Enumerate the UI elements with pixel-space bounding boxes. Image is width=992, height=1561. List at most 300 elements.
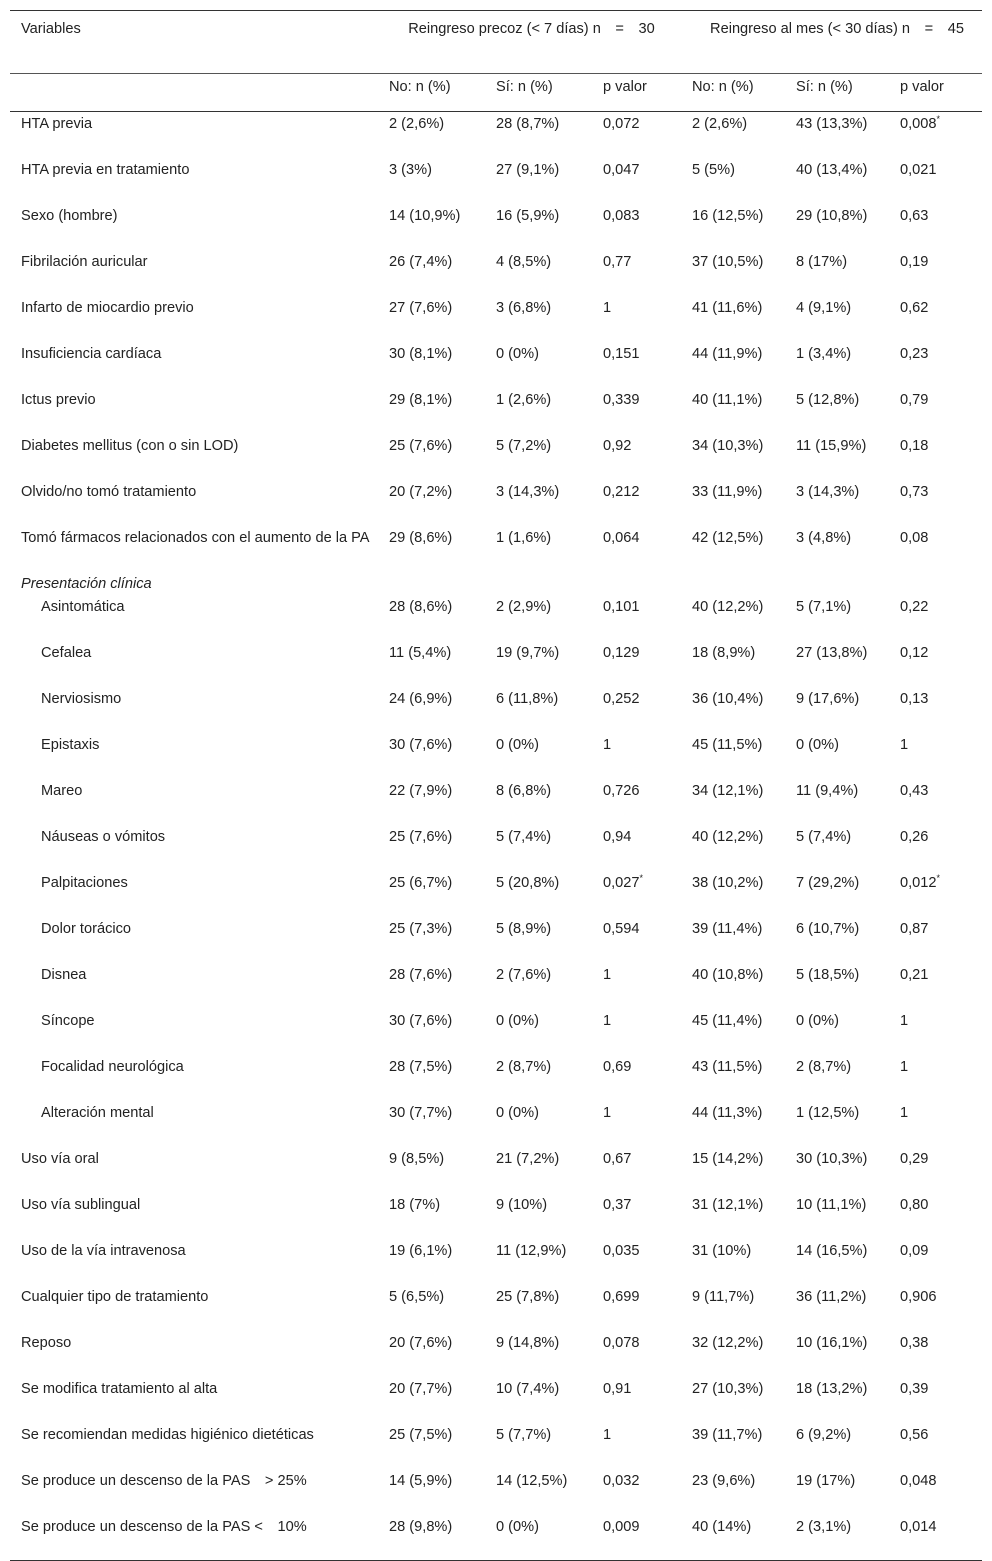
row-label: Insuficiencia cardíaca bbox=[21, 346, 162, 362]
cell-si7 bbox=[496, 1055, 603, 1101]
cell-value: 28 (8,6%) bbox=[389, 599, 453, 615]
cell-value: 0,37 bbox=[603, 1197, 632, 1213]
cell-si7 bbox=[496, 917, 603, 963]
table-row bbox=[10, 158, 982, 204]
cell-si7 bbox=[496, 1331, 603, 1377]
cell-si30 bbox=[796, 434, 900, 480]
cell-value: 3 (14,3%) bbox=[496, 484, 560, 500]
cell-value: 45 (11,4%) bbox=[692, 1013, 763, 1029]
cell-p7 bbox=[603, 917, 692, 963]
cell-si7 bbox=[496, 1515, 603, 1561]
cell-value: 0,339 bbox=[603, 392, 640, 408]
cell-value: 20 (7,7%) bbox=[389, 1381, 453, 1397]
cell-value: 16 (5,9%) bbox=[496, 208, 560, 224]
header-group-month-readmission bbox=[692, 11, 982, 74]
cell-si7 bbox=[496, 1009, 603, 1055]
row-label: Disnea bbox=[41, 967, 87, 983]
row-label: Uso vía sublingual bbox=[21, 1197, 141, 1213]
cell-value: 9 (14,8%) bbox=[496, 1335, 560, 1351]
cell-no7 bbox=[389, 1193, 496, 1239]
cell-si7 bbox=[496, 733, 603, 779]
cell-si30 bbox=[796, 1515, 900, 1561]
cell-value: 1 bbox=[603, 1427, 612, 1443]
cell-value: 27 (10,3%) bbox=[692, 1381, 764, 1397]
cell-value: 2 (2,6%) bbox=[389, 116, 445, 132]
row-label: Nerviosismo bbox=[41, 691, 122, 707]
table-row bbox=[10, 1147, 982, 1193]
cell-value: 18 (7%) bbox=[389, 1197, 441, 1213]
cell-si7 bbox=[496, 342, 603, 388]
cell-value: 1 bbox=[900, 1059, 909, 1075]
cell-p30 bbox=[900, 641, 982, 687]
row-label: Uso de la vía intravenosa bbox=[21, 1243, 186, 1259]
cell-si30 bbox=[796, 963, 900, 1009]
significance-marker: * bbox=[936, 114, 941, 125]
cell-value: 29 (8,6%) bbox=[389, 530, 453, 546]
cell-value: 0,699 bbox=[603, 1289, 640, 1305]
cell-no30 bbox=[692, 388, 796, 434]
cell-si7 bbox=[496, 1147, 603, 1193]
cell-si7 bbox=[496, 526, 603, 572]
cell-value: 0,38 bbox=[900, 1335, 929, 1351]
cell-si30 bbox=[796, 342, 900, 388]
cell-value: 2 (7,6%) bbox=[496, 967, 552, 983]
cell-no7 bbox=[389, 480, 496, 526]
cell-p30 bbox=[900, 733, 982, 779]
cell-no30 bbox=[692, 342, 796, 388]
cell-value: 0,92 bbox=[603, 438, 632, 454]
cell-no30 bbox=[692, 1193, 796, 1239]
cell-no30 bbox=[692, 480, 796, 526]
cell-value: 18 (8,9%) bbox=[692, 645, 756, 661]
table-row bbox=[10, 526, 982, 572]
cell-p7 bbox=[603, 388, 692, 434]
cell-value: 15 (14,2%) bbox=[692, 1151, 764, 1167]
row-label: Se produce un descenso de la PAS > 25% bbox=[21, 1473, 307, 1489]
cell-value: 0,078 bbox=[603, 1335, 640, 1351]
table-row bbox=[10, 434, 982, 480]
row-label: Ictus previo bbox=[21, 392, 96, 408]
cell-value: 0,62 bbox=[900, 300, 929, 316]
cell-value: 5 (7,4%) bbox=[796, 829, 852, 845]
cell-value: 2 (8,7%) bbox=[496, 1059, 552, 1075]
cell-si7 bbox=[496, 963, 603, 1009]
cell-value: 11 (5,4%) bbox=[389, 645, 452, 661]
cell-no7 bbox=[389, 1285, 496, 1331]
cell-p7 bbox=[603, 595, 692, 641]
table-row bbox=[10, 595, 982, 641]
table-row bbox=[10, 687, 982, 733]
cell-value: 44 (11,3%) bbox=[692, 1105, 763, 1121]
cell-p7 bbox=[603, 1469, 692, 1515]
cell-value: 0,072 bbox=[603, 116, 640, 132]
cell-value: 40 (12,2%) bbox=[692, 599, 764, 615]
cell-no7 bbox=[389, 1331, 496, 1377]
cell-value: 20 (7,6%) bbox=[389, 1335, 453, 1351]
cell-value: 27 (13,8%) bbox=[796, 645, 868, 661]
cell-no30 bbox=[692, 204, 796, 250]
cell-value: 0,047 bbox=[603, 162, 640, 178]
cell-si7 bbox=[496, 825, 603, 871]
table-row bbox=[10, 480, 982, 526]
header-p-30: p valor bbox=[900, 74, 982, 112]
cell-value: 31 (12,1%) bbox=[692, 1197, 764, 1213]
row-label: Sexo (hombre) bbox=[21, 208, 118, 224]
cell-p30 bbox=[900, 1331, 982, 1377]
cell-value: 7 (29,2%) bbox=[796, 875, 860, 891]
table-row bbox=[10, 388, 982, 434]
table-row bbox=[10, 1469, 982, 1515]
cell-si30 bbox=[796, 1009, 900, 1055]
cell-p7 bbox=[603, 296, 692, 342]
cell-value: 0 (0%) bbox=[496, 346, 539, 362]
row-label: Palpitaciones bbox=[41, 875, 128, 891]
table-row bbox=[10, 342, 982, 388]
cell-value: 2 (3,1%) bbox=[796, 1519, 852, 1535]
row-label: Tomó fármacos relacionados con el aumento de la PA bbox=[21, 530, 370, 546]
cell-no30 bbox=[692, 296, 796, 342]
header-no-7: No: n (%) bbox=[389, 74, 496, 112]
cell-value: 6 (9,2%) bbox=[796, 1427, 852, 1443]
row-label: Se produce un descenso de la PAS < 10% bbox=[10, 1515, 389, 1561]
cell-p30 bbox=[900, 1147, 982, 1193]
cell-si7 bbox=[496, 641, 603, 687]
cell-p30 bbox=[900, 158, 982, 204]
cell-si30 bbox=[796, 779, 900, 825]
cell-si30 bbox=[796, 1239, 900, 1285]
header-si-30: Sí: n (%) bbox=[796, 74, 900, 112]
cell-p7 bbox=[603, 526, 692, 572]
cell-no30 bbox=[692, 1055, 796, 1101]
cell-value: 0,027 bbox=[603, 875, 640, 891]
cell-si30 bbox=[796, 1469, 900, 1515]
cell-value: 5 (7,7%) bbox=[496, 1427, 552, 1443]
cell-si30 bbox=[796, 641, 900, 687]
cell-value: 40 (11,1%) bbox=[692, 392, 763, 408]
cell-value: 0,19 bbox=[900, 254, 929, 270]
cell-si30 bbox=[796, 1101, 900, 1147]
cell-value: 40 (14%) bbox=[692, 1519, 752, 1535]
table-row bbox=[10, 1239, 982, 1285]
cell-value: 0,69 bbox=[603, 1059, 632, 1075]
cell-value: 0,12 bbox=[900, 645, 929, 661]
cell-si7 bbox=[496, 779, 603, 825]
cell-value: 25 (7,6%) bbox=[389, 829, 453, 845]
cell-value: 19 (17%) bbox=[796, 1473, 856, 1489]
header-group1-label: Reingreso precoz (< 7 días) n = 30 bbox=[408, 21, 655, 37]
cell-value: 43 (11,5%) bbox=[692, 1059, 763, 1075]
cell-value: 30 (10,3%) bbox=[796, 1151, 868, 1167]
cell-value: 0,252 bbox=[603, 691, 640, 707]
cell-value: 6 (11,8%) bbox=[496, 691, 559, 707]
cell-value: 5 (20,8%) bbox=[496, 875, 560, 891]
cell-p30 bbox=[900, 526, 982, 572]
row-label: Olvido/no tomó tratamiento bbox=[21, 484, 197, 500]
cell-value: 32 (12,2%) bbox=[692, 1335, 764, 1351]
cell-value: 14 (12,5%) bbox=[496, 1473, 568, 1489]
cell-value: 5 (6,5%) bbox=[389, 1289, 445, 1305]
cell-value: 30 (8,1%) bbox=[389, 346, 453, 362]
cell-si30 bbox=[796, 1377, 900, 1423]
cell-value: 1 bbox=[603, 1105, 612, 1121]
header-empty bbox=[10, 74, 389, 112]
table-row bbox=[10, 825, 982, 871]
cell-no30 bbox=[692, 1423, 796, 1469]
cell-value: 11 (15,9%) bbox=[796, 438, 867, 454]
row-label: Fibrilación auricular bbox=[21, 254, 148, 270]
cell-no7 bbox=[389, 1515, 496, 1561]
cell-value: 27 (9,1%) bbox=[496, 162, 560, 178]
cell-si7 bbox=[496, 434, 603, 480]
cell-no30 bbox=[692, 1331, 796, 1377]
cell-no30 bbox=[692, 158, 796, 204]
cell-value: 23 (9,6%) bbox=[692, 1473, 756, 1489]
cell-si7 bbox=[496, 296, 603, 342]
cell-no7 bbox=[389, 871, 496, 917]
cell-no30 bbox=[692, 1147, 796, 1193]
cell-value: 28 (7,5%) bbox=[389, 1059, 453, 1075]
cell-si30 bbox=[796, 480, 900, 526]
cell-si7 bbox=[496, 204, 603, 250]
cell-value: 11 (12,9%) bbox=[496, 1243, 567, 1259]
cell-no7 bbox=[389, 204, 496, 250]
cell-p7 bbox=[603, 1377, 692, 1423]
cell-value: 0,09 bbox=[900, 1243, 929, 1259]
cell-no7 bbox=[389, 112, 496, 159]
cell-value: 0,80 bbox=[900, 1197, 929, 1213]
cell-value: 1 bbox=[603, 1013, 612, 1029]
cell-value: 2 (2,9%) bbox=[496, 599, 552, 615]
cell-value: 0,032 bbox=[603, 1473, 640, 1489]
cell-no30 bbox=[692, 963, 796, 1009]
cell-p30 bbox=[900, 1009, 982, 1055]
header-row-subcolumns bbox=[10, 74, 982, 112]
cell-si30 bbox=[796, 526, 900, 572]
cell-no30 bbox=[692, 733, 796, 779]
cell-p30 bbox=[900, 388, 982, 434]
row-label: Uso vía oral bbox=[21, 1151, 99, 1167]
cell-no30 bbox=[692, 1009, 796, 1055]
cell-value: 1 bbox=[603, 737, 612, 753]
cell-si30 bbox=[796, 1331, 900, 1377]
row-label: Focalidad neurológica bbox=[41, 1059, 184, 1075]
table-row bbox=[10, 779, 982, 825]
cell-no30 bbox=[692, 917, 796, 963]
cell-si30 bbox=[796, 825, 900, 871]
cell-value: 14 (16,5%) bbox=[796, 1243, 868, 1259]
cell-value: 0,014 bbox=[900, 1519, 937, 1535]
cell-p7 bbox=[603, 1239, 692, 1285]
cell-p7 bbox=[603, 733, 692, 779]
cell-value: 0 (0%) bbox=[496, 737, 539, 753]
row-label: Náuseas o vómitos bbox=[41, 829, 166, 845]
cell-no7 bbox=[389, 1423, 496, 1469]
cell-no7 bbox=[389, 595, 496, 641]
cell-no30 bbox=[692, 641, 796, 687]
cell-value: 0,009 bbox=[603, 1519, 640, 1535]
cell-value: 38 (10,2%) bbox=[692, 875, 764, 891]
row-label: Infarto de miocardio previo bbox=[21, 300, 194, 316]
cell-no7 bbox=[389, 296, 496, 342]
cell-si7 bbox=[496, 480, 603, 526]
cell-value: 2 (8,7%) bbox=[796, 1059, 852, 1075]
table-row bbox=[10, 917, 982, 963]
cell-value: 5 (12,8%) bbox=[796, 392, 860, 408]
cell-p7 bbox=[603, 204, 692, 250]
cell-p7 bbox=[603, 158, 692, 204]
table-row bbox=[10, 250, 982, 296]
cell-p7 bbox=[603, 871, 692, 917]
cell-value: 20 (7,2%) bbox=[389, 484, 453, 500]
cell-no30 bbox=[692, 1469, 796, 1515]
cell-value: 9 (8,5%) bbox=[389, 1151, 445, 1167]
table-row bbox=[10, 1193, 982, 1239]
cell-value: 30 (7,7%) bbox=[389, 1105, 453, 1121]
cell-value: 28 (9,8%) bbox=[389, 1519, 453, 1535]
cell-value: 1 (2,6%) bbox=[496, 392, 552, 408]
cell-value: 1 bbox=[900, 1105, 909, 1121]
table-body bbox=[10, 112, 982, 1561]
cell-value: 0,67 bbox=[603, 1151, 632, 1167]
header-row-groups bbox=[10, 11, 982, 74]
table-row bbox=[10, 296, 982, 342]
cell-p30 bbox=[900, 480, 982, 526]
cell-si30 bbox=[796, 1147, 900, 1193]
header-group2-label: Reingreso al mes (< 30 días) n = 45 bbox=[710, 21, 964, 37]
cell-no7 bbox=[389, 641, 496, 687]
cell-no30 bbox=[692, 871, 796, 917]
cell-no7 bbox=[389, 158, 496, 204]
cell-value: 18 (13,2%) bbox=[796, 1381, 868, 1397]
cell-no30 bbox=[692, 434, 796, 480]
cell-value: 29 (8,1%) bbox=[389, 392, 453, 408]
cell-si30 bbox=[796, 204, 900, 250]
cell-p30 bbox=[900, 250, 982, 296]
cell-p7 bbox=[603, 1331, 692, 1377]
cell-no30 bbox=[692, 1285, 796, 1331]
cell-no7 bbox=[389, 779, 496, 825]
cell-si7 bbox=[496, 158, 603, 204]
table-row bbox=[10, 1009, 982, 1055]
cell-si7 bbox=[496, 112, 603, 159]
cell-value: 0,151 bbox=[603, 346, 640, 362]
cell-value: 0,726 bbox=[603, 783, 640, 799]
cell-value: 25 (7,3%) bbox=[389, 921, 453, 937]
significance-marker: * bbox=[936, 873, 941, 884]
cell-value: 31 (10%) bbox=[692, 1243, 752, 1259]
cell-value: 11 (9,4%) bbox=[796, 783, 859, 799]
cell-value: 8 (17%) bbox=[796, 254, 848, 270]
cell-p30 bbox=[900, 1055, 982, 1101]
cell-value: 24 (6,9%) bbox=[389, 691, 453, 707]
significance-marker: * bbox=[639, 873, 644, 884]
cell-value: 30 (7,6%) bbox=[389, 737, 453, 753]
cell-si7 bbox=[496, 1377, 603, 1423]
cell-p30 bbox=[900, 1377, 982, 1423]
cell-value: 14 (5,9%) bbox=[389, 1473, 453, 1489]
cell-value: 45 (11,5%) bbox=[692, 737, 763, 753]
table-row bbox=[10, 112, 982, 159]
cell-value: 3 (3%) bbox=[389, 162, 432, 178]
section-row bbox=[10, 572, 982, 595]
cell-value: 0,021 bbox=[900, 162, 937, 178]
cell-si30 bbox=[796, 733, 900, 779]
cell-value: 36 (10,4%) bbox=[692, 691, 764, 707]
cell-p30 bbox=[900, 342, 982, 388]
cell-p30 bbox=[900, 434, 982, 480]
cell-no30 bbox=[692, 526, 796, 572]
cell-value: 1 (3,4%) bbox=[796, 346, 852, 362]
cell-p7 bbox=[603, 1515, 692, 1561]
table-row bbox=[10, 1515, 982, 1561]
row-label: Diabetes mellitus (con o sin LOD) bbox=[21, 438, 239, 454]
cell-value: 19 (9,7%) bbox=[496, 645, 560, 661]
cell-value: 0,39 bbox=[900, 1381, 929, 1397]
row-label: Epistaxis bbox=[41, 737, 100, 753]
cell-value: 28 (7,6%) bbox=[389, 967, 453, 983]
table-row bbox=[10, 733, 982, 779]
cell-si7 bbox=[496, 1101, 603, 1147]
cell-si30 bbox=[796, 871, 900, 917]
cell-value: 0 (0%) bbox=[796, 737, 839, 753]
cell-value: 0,035 bbox=[603, 1243, 640, 1259]
cell-si30 bbox=[796, 296, 900, 342]
cell-value: 5 (8,9%) bbox=[496, 921, 552, 937]
table-row bbox=[10, 1101, 982, 1147]
cell-value: 30 (7,6%) bbox=[389, 1013, 453, 1029]
cell-value: 41 (11,6%) bbox=[692, 300, 763, 316]
cell-si7 bbox=[496, 1423, 603, 1469]
cell-no30 bbox=[692, 1377, 796, 1423]
cell-p7 bbox=[603, 112, 692, 159]
cell-value: 42 (12,5%) bbox=[692, 530, 764, 546]
cell-value: 16 (12,5%) bbox=[692, 208, 764, 224]
cell-no7 bbox=[389, 250, 496, 296]
cell-si7 bbox=[496, 595, 603, 641]
cell-value: 4 (9,1%) bbox=[796, 300, 852, 316]
cell-value: 0,08 bbox=[900, 530, 929, 546]
cell-value: 0 (0%) bbox=[496, 1105, 539, 1121]
cell-p7 bbox=[603, 250, 692, 296]
cell-si7 bbox=[496, 1193, 603, 1239]
cell-value: 5 (7,1%) bbox=[796, 599, 852, 615]
cell-no7 bbox=[389, 342, 496, 388]
cell-value: 0,101 bbox=[603, 599, 640, 615]
cell-value: 0 (0%) bbox=[496, 1519, 539, 1535]
cell-value: 43 (13,3%) bbox=[796, 116, 868, 132]
cell-p7 bbox=[603, 342, 692, 388]
cell-value: 1 bbox=[603, 300, 612, 316]
cell-no7 bbox=[389, 733, 496, 779]
table-row bbox=[10, 963, 982, 1009]
cell-si30 bbox=[796, 917, 900, 963]
cell-value: 21 (7,2%) bbox=[496, 1151, 560, 1167]
cell-value: 25 (7,6%) bbox=[389, 438, 453, 454]
cell-no30 bbox=[692, 779, 796, 825]
cell-value: 1 (12,5%) bbox=[796, 1105, 860, 1121]
cell-no30 bbox=[692, 595, 796, 641]
cell-value: 1 (1,6%) bbox=[496, 530, 552, 546]
cell-value: 0,43 bbox=[900, 783, 929, 799]
cell-si7 bbox=[496, 871, 603, 917]
cell-value: 19 (6,1%) bbox=[389, 1243, 453, 1259]
cell-no7 bbox=[389, 1239, 496, 1285]
cell-si7 bbox=[496, 1469, 603, 1515]
cell-p7 bbox=[603, 480, 692, 526]
cell-p30 bbox=[900, 1239, 982, 1285]
table-row bbox=[10, 1285, 982, 1331]
header-p-7: p valor bbox=[603, 74, 692, 112]
